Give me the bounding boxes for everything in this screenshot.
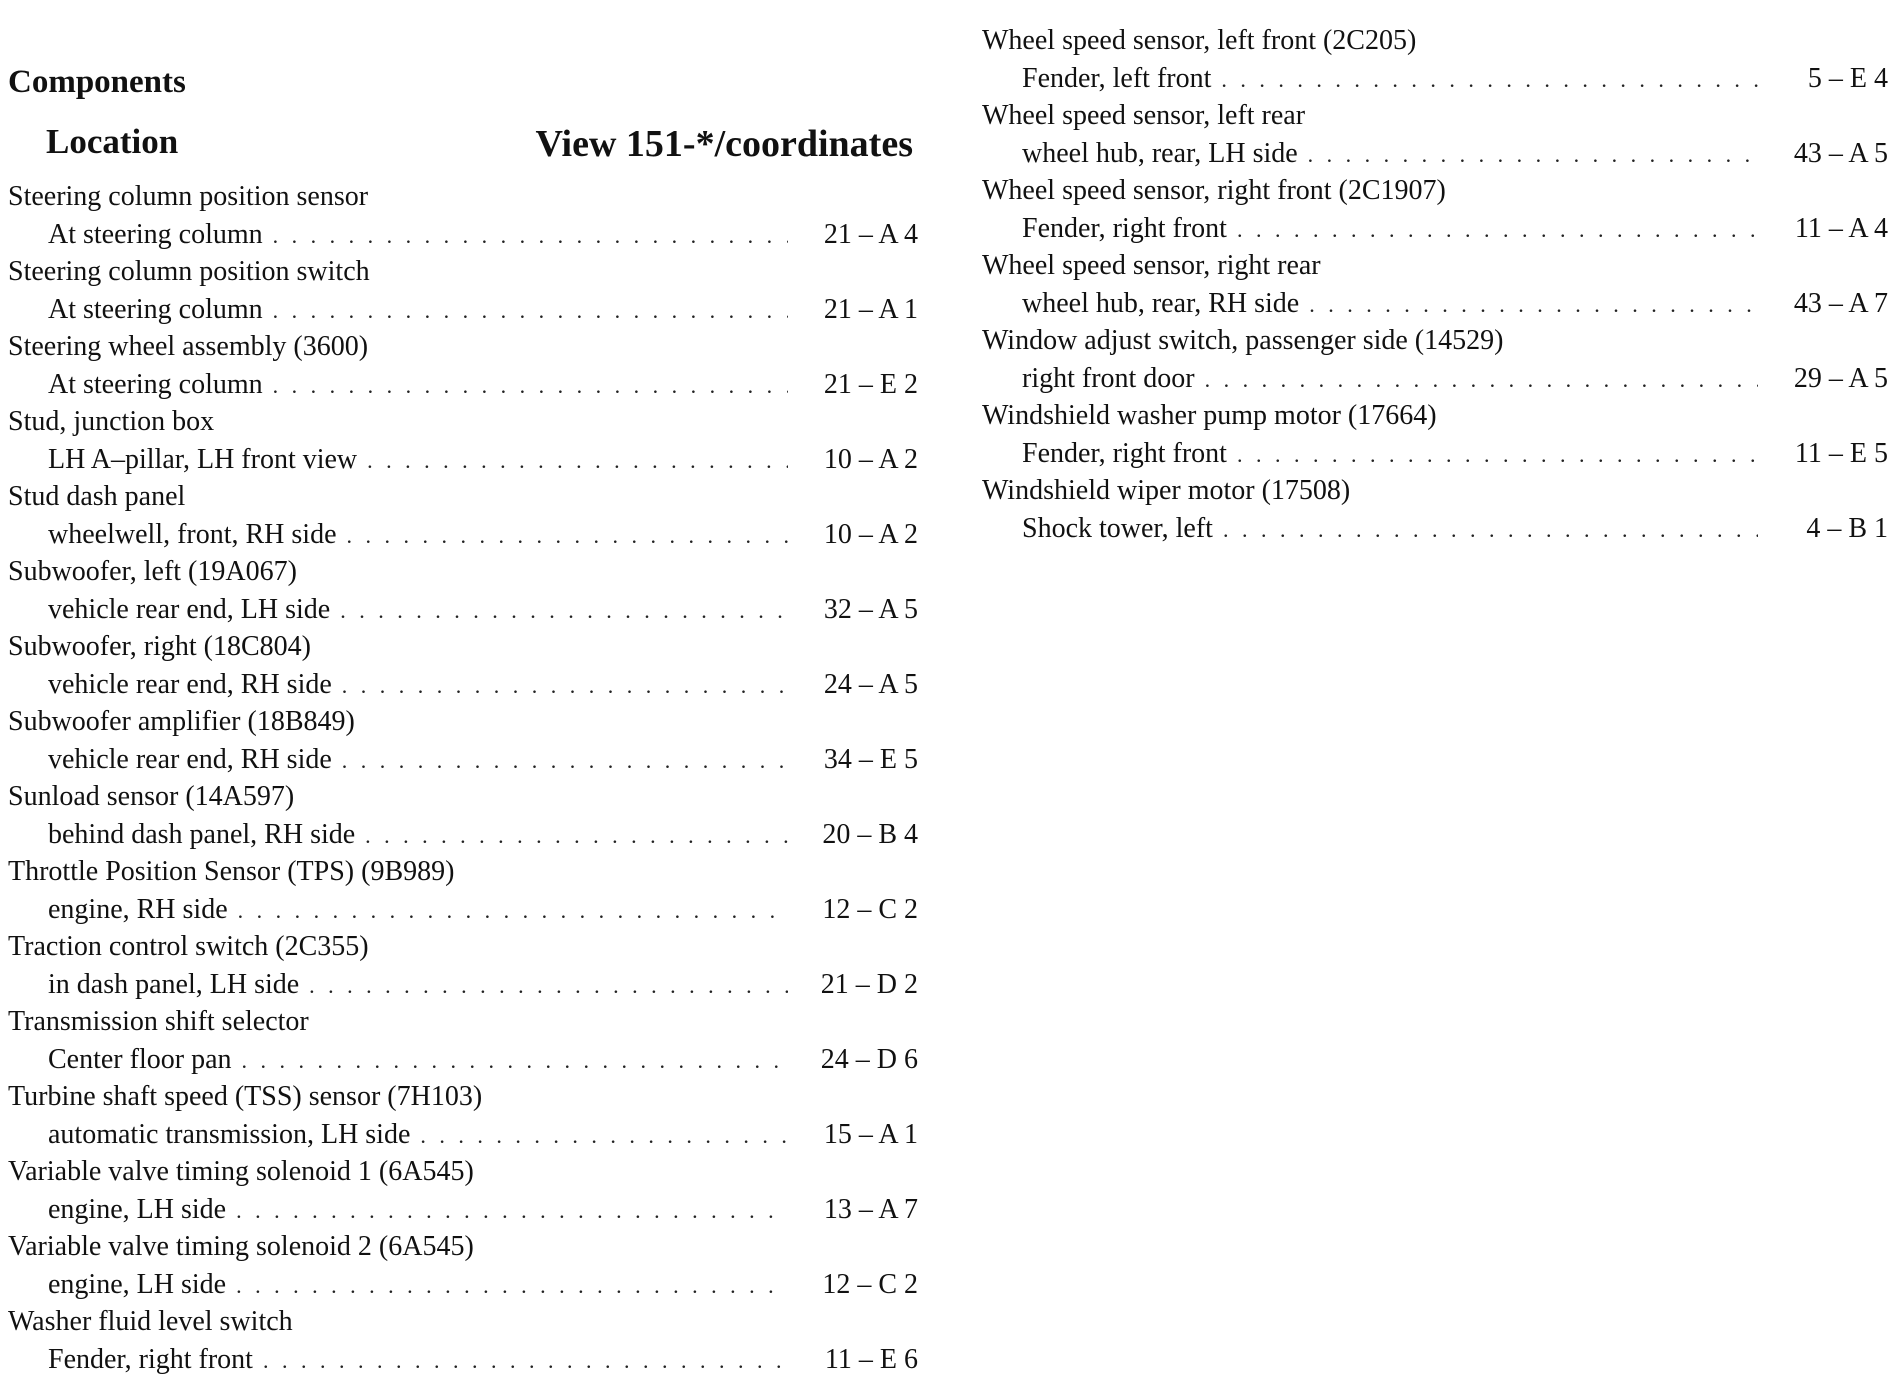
index-entry <box>8 253 918 328</box>
component-name: Wheel speed sensor, left front (2C205) <box>982 25 1417 56</box>
dot-leader <box>242 1041 789 1080</box>
right-entry-list <box>982 22 1888 547</box>
location-line <box>8 1116 918 1154</box>
location-line <box>8 1341 918 1379</box>
component-name: Transmission shift selector <box>8 1006 309 1037</box>
component-name: Steering column position sensor <box>8 181 369 212</box>
component-location: behind dash panel, RH side <box>48 818 356 850</box>
dot-leader <box>238 891 788 930</box>
dot-leader <box>340 591 788 630</box>
component-location: right front door <box>1022 362 1195 394</box>
component-name: Subwoofer, left (19A067) <box>8 556 297 587</box>
component-name: Variable valve timing solenoid 1 (6A545) <box>8 1156 474 1187</box>
location-line <box>8 1191 918 1229</box>
component-location: Center floor pan <box>48 1043 232 1075</box>
dot-leader <box>1237 435 1758 474</box>
index-entry <box>8 1003 918 1078</box>
dot-leader <box>347 516 789 555</box>
location-line <box>8 516 918 554</box>
index-entry <box>982 97 1888 172</box>
dot-leader <box>342 666 788 705</box>
view-coordinate: 12 – C 2 <box>822 893 918 925</box>
view-coordinate: 12 – C 2 <box>822 1268 918 1300</box>
location-line <box>8 966 918 1004</box>
location-line <box>8 741 918 779</box>
dot-leader <box>1237 210 1758 249</box>
dot-leader <box>1309 285 1758 324</box>
index-entry <box>8 703 918 778</box>
component-location: vehicle rear end, RH side <box>48 668 332 700</box>
view-coordinate: 13 – A 7 <box>823 1193 918 1225</box>
component-name: Steering wheel assembly (3600) <box>8 331 369 362</box>
component-location: Fender, right front <box>1022 437 1227 469</box>
location-line <box>8 441 918 479</box>
component-location: wheelwell, front, RH side <box>48 518 337 550</box>
location-line <box>8 1266 918 1304</box>
dot-leader <box>1205 360 1758 399</box>
dot-leader <box>1223 510 1758 549</box>
index-entry <box>8 178 918 253</box>
component-location: wheel hub, rear, LH side <box>1022 137 1298 169</box>
view-coordinate: 11 – A 4 <box>1794 212 1888 244</box>
index-entry <box>8 553 918 628</box>
location-line <box>8 1041 918 1079</box>
index-entry <box>982 22 1888 97</box>
view-coordinates-column-header: View 151-*/coordinates <box>535 123 913 165</box>
left-entry-list <box>8 178 918 1378</box>
view-coordinate: 43 – A 7 <box>1793 287 1888 319</box>
view-coordinate: 20 – B 4 <box>822 818 918 850</box>
component-name: Wheel speed sensor, right rear <box>982 250 1321 281</box>
dot-leader <box>236 1191 788 1230</box>
component-location: At steering column <box>48 293 263 325</box>
dot-leader <box>263 1341 788 1380</box>
component-name: Windshield washer pump motor (17664) <box>982 400 1437 431</box>
location-line <box>982 135 1888 173</box>
location-line <box>982 360 1888 398</box>
component-location: Shock tower, left <box>1022 512 1213 544</box>
view-coordinate: 21 – E 2 <box>823 368 918 400</box>
index-entry <box>8 778 918 853</box>
component-location: Fender, right front <box>48 1343 253 1375</box>
component-name: Variable valve timing solenoid 2 (6A545) <box>8 1231 474 1262</box>
view-coordinate: 24 – D 6 <box>820 1043 918 1075</box>
component-name: Washer fluid level switch <box>8 1306 293 1337</box>
component-location: Fender, left front <box>1022 62 1212 94</box>
view-coordinate: 10 – A 2 <box>823 443 918 475</box>
index-entry <box>8 1228 918 1303</box>
location-line <box>8 366 918 404</box>
index-entry <box>982 172 1888 247</box>
component-name: Steering column position switch <box>8 256 370 287</box>
dot-leader <box>367 441 788 480</box>
dot-leader <box>273 216 788 255</box>
dot-leader <box>365 816 788 855</box>
dot-leader <box>342 741 788 780</box>
section-title: Components <box>8 64 186 100</box>
index-entry <box>982 472 1888 547</box>
component-name: Sunload sensor (14A597) <box>8 781 295 812</box>
index-entry <box>982 322 1888 397</box>
dot-leader <box>273 366 788 405</box>
index-entry <box>8 1153 918 1228</box>
location-line <box>982 60 1888 98</box>
view-coordinate: 15 – A 1 <box>823 1118 918 1150</box>
index-entry <box>8 1078 918 1153</box>
location-line <box>8 816 918 854</box>
view-coordinate: 4 – B 1 <box>1806 512 1888 544</box>
index-entry <box>8 1303 918 1378</box>
index-entry <box>8 928 918 1003</box>
column-headers <box>8 118 913 164</box>
component-location: At steering column <box>48 218 263 250</box>
component-name: Subwoofer amplifier (18B849) <box>8 706 355 737</box>
component-name: Stud, junction box <box>8 406 215 437</box>
location-line <box>8 891 918 929</box>
location-line <box>8 216 918 254</box>
index-entry <box>8 403 918 478</box>
view-coordinate: 43 – A 5 <box>1793 137 1888 169</box>
component-name: Turbine shaft speed (TSS) sensor (7H103) <box>8 1081 483 1112</box>
location-line <box>8 291 918 329</box>
component-name: Window adjust switch, passenger side (14529) <box>982 325 1504 356</box>
dot-leader <box>1221 60 1758 99</box>
location-line <box>982 210 1888 248</box>
component-location: engine, LH side <box>48 1193 227 1225</box>
component-name: Wheel speed sensor, left rear <box>982 100 1306 131</box>
location-line <box>982 435 1888 473</box>
component-location: vehicle rear end, RH side <box>48 743 332 775</box>
component-location: At steering column <box>48 368 263 400</box>
view-coordinate: 21 – A 1 <box>823 293 918 325</box>
index-entry <box>982 247 1888 322</box>
component-location: vehicle rear end, LH side <box>48 593 331 625</box>
component-location: LH A–pillar, LH front view <box>48 443 358 475</box>
view-coordinate: 29 – A 5 <box>1793 362 1888 394</box>
location-column-header: Location <box>46 122 179 161</box>
index-entry <box>8 853 918 928</box>
component-location: automatic transmission, LH side <box>48 1118 411 1150</box>
component-location: Fender, right front <box>1022 212 1227 244</box>
component-name: Stud dash panel <box>8 481 186 512</box>
component-name: Subwoofer, right (18C804) <box>8 631 311 662</box>
view-coordinate: 5 – E 4 <box>1807 62 1888 94</box>
dot-leader <box>1308 135 1758 174</box>
component-name: Throttle Position Sensor (TPS) (9B989) <box>8 856 455 887</box>
dot-leader <box>420 1116 788 1155</box>
component-location: engine, LH side <box>48 1268 227 1300</box>
view-coordinate: 24 – A 5 <box>823 668 918 700</box>
index-entry <box>8 628 918 703</box>
component-name: Wheel speed sensor, right front (2C1907) <box>982 175 1446 206</box>
dot-leader <box>273 291 788 330</box>
location-line <box>982 285 1888 323</box>
component-location: engine, RH side <box>48 893 228 925</box>
location-line <box>8 666 918 704</box>
index-entry <box>8 478 918 553</box>
location-line <box>8 591 918 629</box>
index-entry <box>982 397 1888 472</box>
component-location: wheel hub, rear, RH side <box>1022 287 1300 319</box>
dot-leader <box>236 1266 788 1305</box>
index-entry <box>8 328 918 403</box>
component-name: Traction control switch (2C355) <box>8 931 369 962</box>
view-coordinate: 21 – D 2 <box>820 968 918 1000</box>
dot-leader <box>309 966 788 1005</box>
view-coordinate: 21 – A 4 <box>823 218 918 250</box>
component-location: in dash panel, LH side <box>48 968 300 1000</box>
view-coordinate: 10 – A 2 <box>823 518 918 550</box>
component-name: Windshield wiper motor (17508) <box>982 475 1351 506</box>
view-coordinate: 32 – A 5 <box>823 593 918 625</box>
view-coordinate: 34 – E 5 <box>823 743 918 775</box>
view-coordinate: 11 – E 6 <box>824 1343 918 1375</box>
location-line <box>982 510 1888 548</box>
view-coordinate: 11 – E 5 <box>1794 437 1888 469</box>
